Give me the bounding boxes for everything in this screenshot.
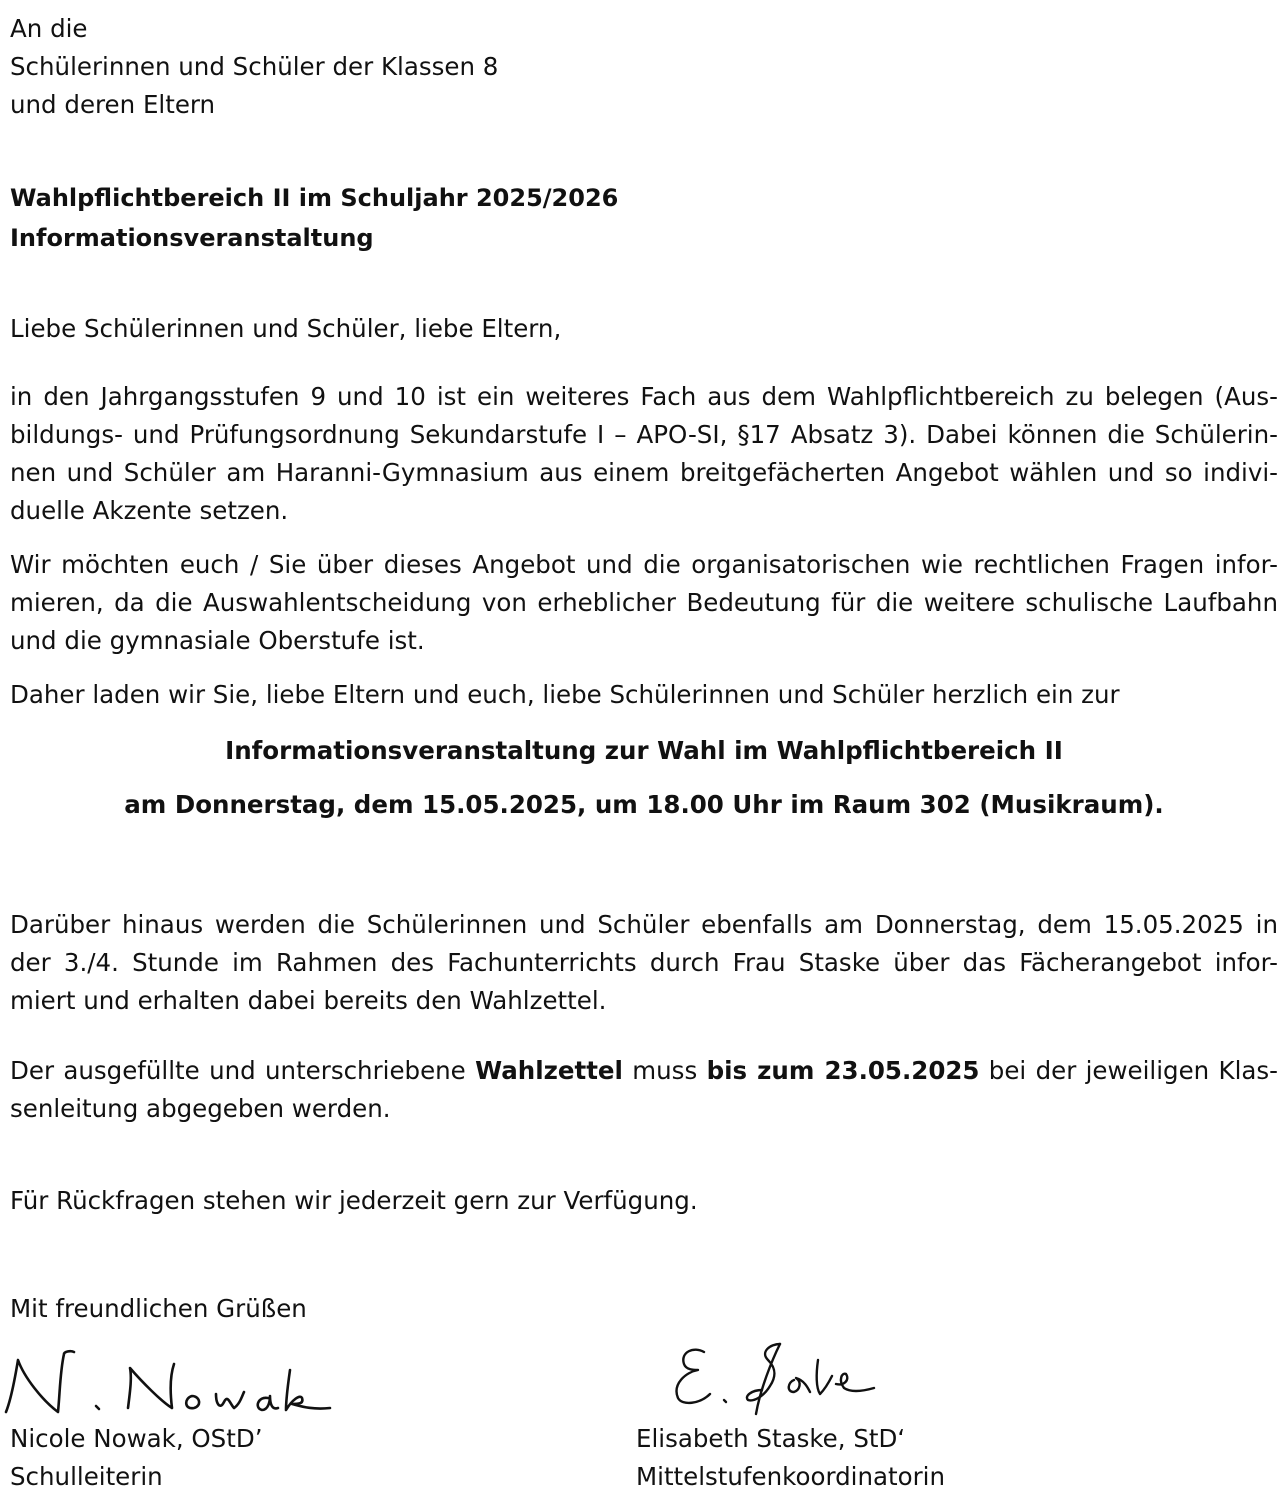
subject-block <box>10 178 1278 258</box>
paragraph-line: duelle Akzente setzen. <box>10 496 289 525</box>
paragraph-line: der 3./4. Stunde im Rahmen des Fachunterrichts durch Frau Staske über das Fächerangebot infor- <box>10 948 1278 977</box>
signatory-role: Schulleiterin <box>10 1462 163 1491</box>
signatory-nowak <box>10 1420 610 1496</box>
subject-subtitle: Informationsveranstaltung <box>10 224 374 252</box>
event-details-block <box>10 786 1278 824</box>
recipient-block <box>10 10 1278 124</box>
paragraph-line <box>10 1052 1278 1090</box>
event-title: Informationsveranstaltung zur Wahl im Wahlpflichtbereich II <box>225 736 1063 765</box>
paragraph-line: Darüber hinaus werden die Schülerinnen und Schüler ebenfalls am Donnerstag, dem 15.05.2025 in <box>10 910 1278 939</box>
signature-nowak <box>2 1342 342 1422</box>
paragraph-line: in den Jahrgangsstufen 9 und 10 ist ein weiteres Fach aus dem Wahlpflichtbereich zu belegen (Aus- <box>10 382 1278 411</box>
paragraph-line: Wir möchten euch / Sie über dieses Angebot und die organisatorischen wie rechtlichen Fragen infor- <box>10 550 1278 579</box>
paragraph-line: miert und erhalten dabei bereits den Wahlzettel. <box>10 986 607 1015</box>
salutation: Liebe Schülerinnen und Schüler, liebe Eltern, <box>10 314 562 343</box>
paragraph-line: senleitung abgegeben werden. <box>10 1094 391 1123</box>
recipient-line: und deren Eltern <box>10 90 216 119</box>
invitation-text: Daher laden wir Sie, liebe Eltern und euch, liebe Schülerinnen und Schüler herzlich ein zur <box>10 680 1120 709</box>
deadline-text: muss <box>622 1056 707 1085</box>
event-details: am Donnerstag, dem 15.05.2025, um 18.00 Uhr im Raum 302 (Musikraum). <box>124 790 1164 819</box>
deadline-text: bei der jeweiligen Klas- <box>979 1056 1279 1085</box>
recipient-line: An die <box>10 14 88 43</box>
deadline-text: Der ausgefüllte und unterschriebene <box>10 1056 476 1085</box>
paragraph-students-info <box>10 906 1278 1020</box>
paragraph-info <box>10 546 1278 660</box>
signatory-name: Nicole Nowak, OStD’ <box>10 1424 263 1453</box>
signatory-role: Mittelstufenkoordinatorin <box>636 1462 946 1491</box>
event-block <box>10 732 1278 770</box>
deadline-date-emphasis: bis zum 23.05.2025 <box>706 1056 980 1085</box>
paragraph-line: mieren, da die Auswahlentscheidung von erheblicher Bedeutung für die weitere schulische Laufbahn <box>10 588 1278 617</box>
signature-staske <box>660 1330 920 1420</box>
paragraph-line: bildungs- und Prüfungsordnung Sekundarstufe I – APO-SI, §17 Absatz 3). Dabei können die Schülerin- <box>10 420 1278 449</box>
greeting: Mit freundlichen Grüßen <box>10 1294 307 1323</box>
signatory-name: Elisabeth Staske, StD‘ <box>636 1424 906 1453</box>
subject-title: Wahlpflichtbereich II im Schuljahr 2025/2026 <box>10 184 619 212</box>
recipient-line: Schülerinnen und Schüler der Klassen 8 <box>10 52 499 81</box>
paragraph-line: nen und Schüler am Haranni-Gymnasium aus einem breitgefächerten Angebot wählen und so indivi- <box>10 458 1278 487</box>
signatory-staske <box>636 1420 1256 1496</box>
paragraph-line: und die gymnasiale Oberstufe ist. <box>10 626 425 655</box>
paragraph-deadline <box>10 1052 1278 1128</box>
closing-note: Für Rückfragen stehen wir jederzeit gern zur Verfügung. <box>10 1186 698 1215</box>
wahlzettel-emphasis: Wahlzettel <box>475 1056 623 1085</box>
paragraph-intro <box>10 378 1278 530</box>
